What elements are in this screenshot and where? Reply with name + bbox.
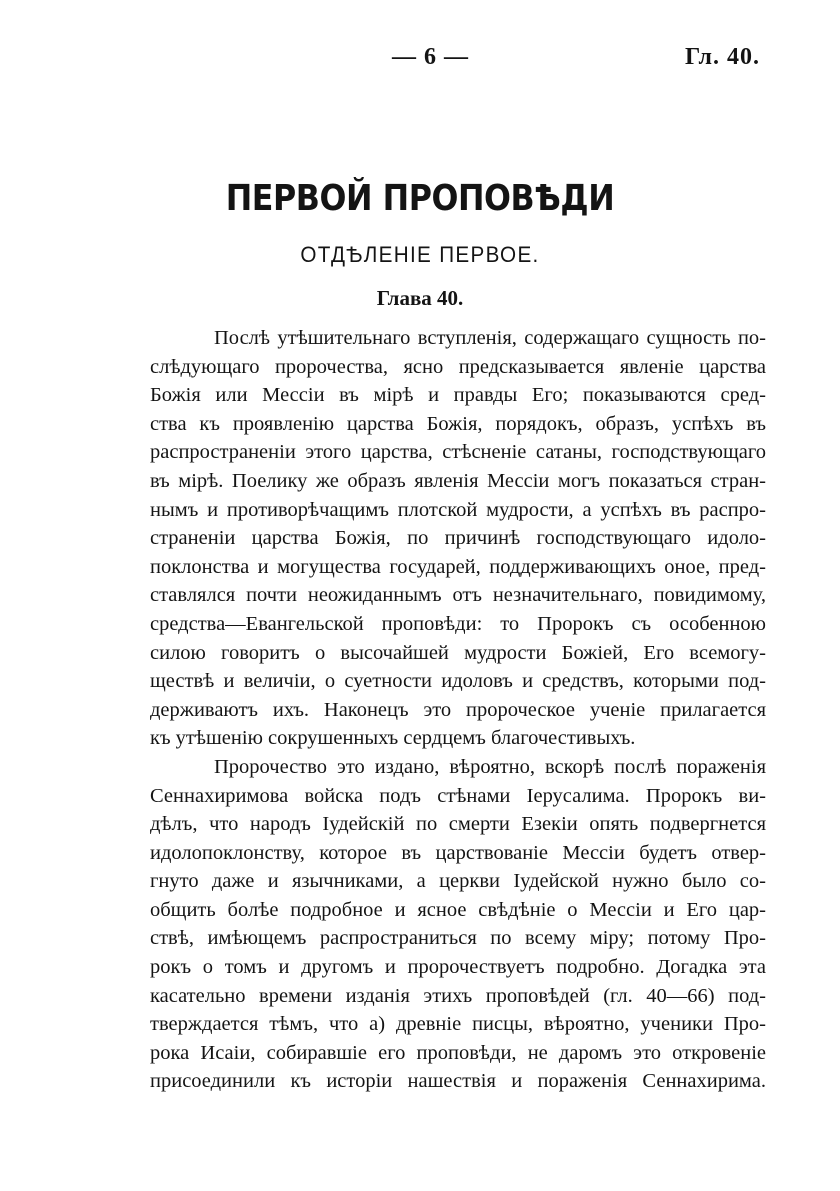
text-line: распространеніи этого царства, стѣсненіе сатаны, господствующаго bbox=[150, 441, 766, 464]
text-line: Пророчество это издано, вѣроятно, вскорѣ послѣ пораженія bbox=[214, 755, 766, 778]
text-line: идолопоклонству, которое въ царствованіе Мессіи будетъ отвер- bbox=[150, 841, 766, 864]
text-line: гнуто даже и язычниками, а церкви Іудейской нужно было со- bbox=[150, 870, 766, 893]
text-line: ствѣ, имѣющемъ распространиться по всему міру; потому Про- bbox=[150, 927, 766, 950]
text-line: средства—Евангельской проповѣди: то Пророкъ съ особенною bbox=[150, 612, 766, 635]
text-line: тверждается тѣмъ, что а) древніе писцы, вѣроятно, ученики Про- bbox=[150, 1013, 766, 1036]
text-line: страненіи царства Божія, по причинѣ господствующаго идоло- bbox=[150, 527, 766, 550]
text-line: въ мірѣ. Поелику же образъ явленія Мессіи могъ показаться стран- bbox=[150, 469, 766, 492]
page-number: — 6 — bbox=[392, 44, 469, 70]
text-line: рока Исаіи, собиравшіе его проповѣди, не даромъ это откровеніе bbox=[150, 1041, 766, 1064]
text-line: ставлялся почти неожиданнымъ отъ незначительнаго, повидимому, bbox=[150, 584, 766, 607]
body-text bbox=[86, 324, 766, 1096]
text-line: ства къ проявленію царства Божія, порядокъ, образъ, успѣхъ въ bbox=[150, 412, 766, 435]
text-line: Божія или Мессіи въ мірѣ и правды Его; показываются сред- bbox=[150, 384, 766, 407]
subsection-heading: ОТДѢЛЕНІЕ ПЕРВОЕ. bbox=[300, 242, 540, 267]
text-line: силою говоритъ о высочайшей мудрости Божіей, Его всемогу- bbox=[150, 641, 766, 664]
text-line: къ утѣшенію сокрушенныхъ сердцемъ благочестивыхъ. bbox=[150, 727, 636, 750]
text-line: слѣдующаго пророчества, ясно предсказывается явленіе царства bbox=[150, 355, 766, 378]
text-line: ществѣ и величіи, о суетности идоловъ и средствъ, которыми под- bbox=[150, 670, 766, 693]
text-line: Послѣ утѣшительнаго вступленія, содержащаго сущность по- bbox=[214, 327, 766, 349]
text-line: держиваютъ ихъ. Наконецъ это пророческое ученіе прилагается bbox=[150, 698, 766, 721]
paragraph-2 bbox=[86, 753, 766, 1096]
chapter-reference: Гл. 40. bbox=[684, 44, 760, 70]
text-line: касательно времени изданія этихъ проповѣдей (гл. 40—66) под- bbox=[150, 984, 766, 1007]
chapter-title: Глава 40. bbox=[376, 286, 464, 310]
section-heading: ПЕРВОЙ ПРОПОВѢДИ bbox=[225, 178, 615, 219]
text-line: присоединили къ исторіи нашествія и пораженія Сеннахирима. bbox=[150, 1070, 766, 1093]
running-head bbox=[0, 44, 840, 78]
text-line: дѣлъ, что народъ Іудейскій по смерти Езекіи опять подвергнется bbox=[150, 813, 766, 836]
paragraph-1 bbox=[86, 324, 766, 753]
text-line: Сеннахиримова войска подъ стѣнами Іерусалима. Пророкъ ви- bbox=[150, 784, 766, 807]
text-line: рокъ о томъ и другомъ и пророчествуетъ подробно. Догадка эта bbox=[150, 956, 766, 979]
text-line: общить болѣе подробное и ясное свѣдѣніе о Мессіи и Его цар- bbox=[150, 898, 766, 921]
text-line: нымъ и противорѣчащимъ плотской мудрости, а успѣхъ въ распро- bbox=[150, 498, 766, 521]
text-line: поклонства и могущества государей, поддерживающихъ оное, пред- bbox=[150, 555, 766, 578]
